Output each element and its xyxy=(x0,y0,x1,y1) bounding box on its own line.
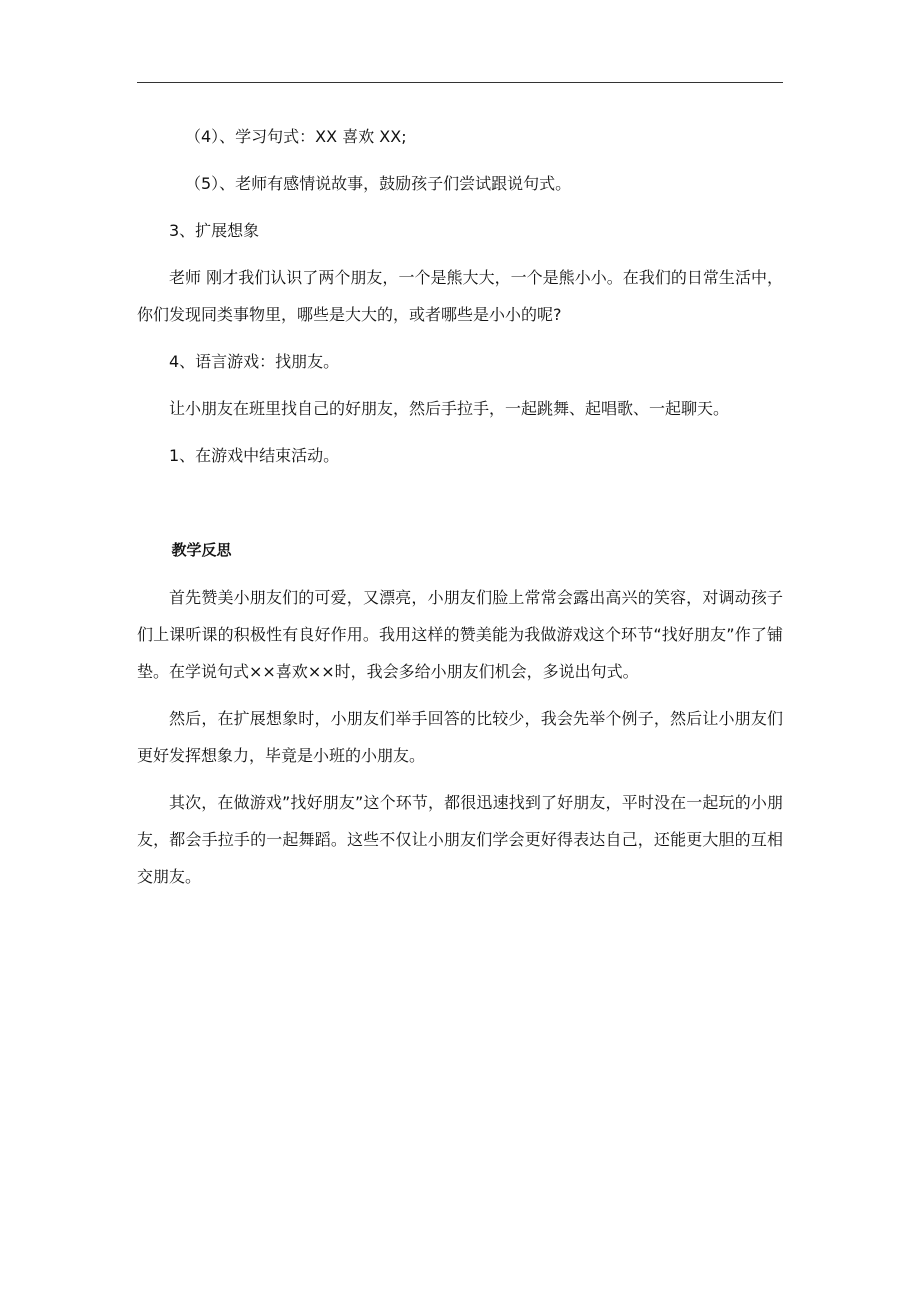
game-instruction-paragraph: 让小朋友在班里找自己的好朋友，然后手拉手，一起跳舞、起唱歌、一起聊天。 xyxy=(169,399,730,418)
reflection-paragraph-3: 其次，在做游戏”找好朋友”这个环节，都很迅速找到了好朋友，平时没在一起玩的小朋友，都会手拉手的一起舞蹈。这些不仅让小朋友们学会更好得表达自己，还能更大胆的互相交朋友。 xyxy=(137,793,783,886)
step-4-line: （4）、学习句式：XX 喜欢 XX; xyxy=(185,127,407,146)
section-spacer xyxy=(137,484,783,532)
closing-activity-line: 1、在游戏中结束活动。 xyxy=(169,446,340,465)
reflection-paragraph-2: 然后，在扩展想象时，小朋友们举手回答的比较少，我会先举个例子，然后让小朋友们更好发挥想象力，毕竟是小班的小朋友。 xyxy=(137,709,783,765)
reflection-heading: 教学反思 xyxy=(171,541,232,559)
section-3-title: 3、扩展想象 xyxy=(169,221,260,240)
reflection-paragraph-1: 首先赞美小朋友们的可爱，又漂亮，小朋友们脸上常常会露出高兴的笑容，对调动孩子们上课听课的积极性有良好作用。我用这样的赞美能为我做游戏这个环节“找好朋友”作了铺垫。在学说句式××喜欢××时，我会多给小朋友们机会，多说出句式。 xyxy=(137,588,783,681)
section-4-title: 4、语言游戏：找朋友。 xyxy=(169,352,340,371)
header-rule xyxy=(137,82,783,83)
step-5-line: （5）、老师有感情说故事，鼓励孩子们尝试跟说句式。 xyxy=(185,174,572,193)
teacher-prompt-paragraph: 老师 刚才我们认识了两个朋友，一个是熊大大，一个是熊小小。在我们的日常生活中，你们发现同类事物里，哪些是大大的，或者哪些是小小的呢? xyxy=(137,268,783,324)
document-body xyxy=(137,118,783,905)
